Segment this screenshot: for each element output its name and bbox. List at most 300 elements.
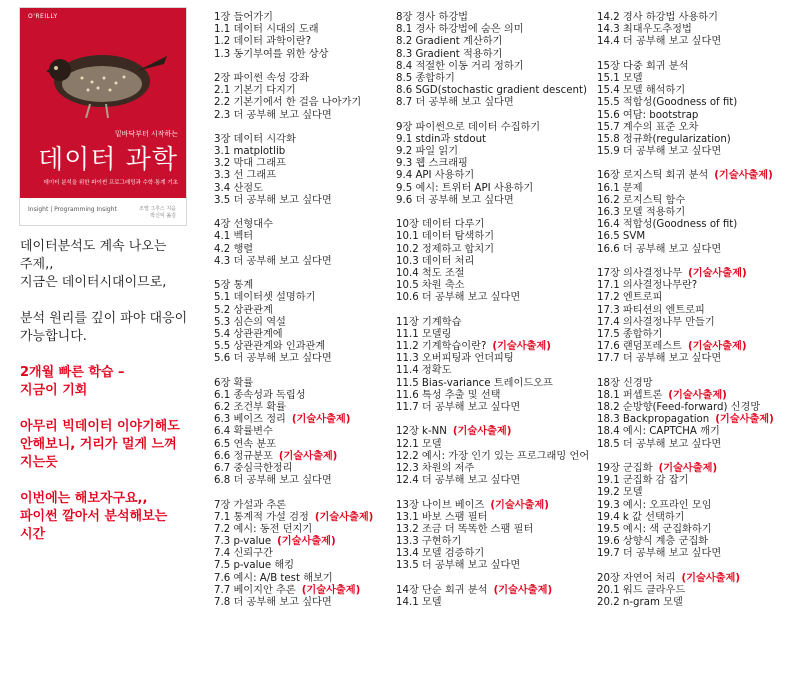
toc-entry-text: 16.4 적합성(Goodness of fit)	[597, 219, 738, 231]
promo-line: 데이터분석도 계속 나오는	[20, 239, 167, 254]
exam-tag: (기술사출제)	[291, 414, 351, 426]
toc-entry-text: 18.4 예시: CAPTCHA 깨기	[597, 426, 720, 438]
toc-column-1	[214, 12, 373, 609]
toc-entry	[214, 536, 373, 548]
toc-spacer	[214, 268, 373, 280]
toc-entry	[597, 463, 774, 475]
toc-entry-text: 2.1 기본기 다지기	[214, 85, 296, 97]
toc-entry	[597, 110, 774, 122]
toc-entry	[214, 24, 373, 36]
toc-entry	[214, 244, 373, 256]
toc-entry	[214, 305, 373, 317]
exam-tag: (기술사출제)	[687, 341, 747, 353]
cover-subtitle: 밑바닥부터 시작하는	[114, 130, 178, 138]
toc-entry-text: 17.7 더 공부해 보고 싶다면	[597, 353, 722, 365]
promo-highlight: 파이썬 깔아서 분석해보는	[20, 509, 168, 524]
toc-entry	[597, 219, 774, 231]
toc-entry	[396, 36, 589, 48]
toc-entry-text: 19.2 모델	[597, 487, 643, 499]
toc-entry-text: 19.3 예시: 오프라인 모임	[597, 499, 712, 511]
toc-entry	[597, 85, 774, 97]
exam-tag: (기술사출제)	[278, 450, 338, 462]
promo-highlight: 시간	[20, 527, 46, 542]
toc-entry	[214, 573, 373, 585]
promo-line: 가능합니다.	[20, 329, 87, 344]
toc-entry	[396, 426, 589, 438]
toc-spacer	[214, 207, 373, 219]
toc-entry-text: 14.2 경사 하강법 사용하기	[597, 12, 718, 23]
toc-entry	[597, 134, 774, 146]
promo-text	[20, 238, 206, 544]
toc-entry-text: 9.3 웹 스크래핑	[396, 158, 468, 170]
toc-entry-text: 13장 나이브 베이즈	[396, 499, 485, 511]
toc-entry-text: 10.3 데이터 처리	[396, 255, 475, 267]
toc-entry	[597, 390, 774, 402]
toc-entry	[597, 524, 774, 536]
toc-entry-text: 15.1 모델	[597, 72, 643, 84]
toc-entry	[214, 548, 373, 560]
toc-entry-text: 14.4 더 공부해 보고 싶다면	[597, 36, 722, 48]
toc-entry	[214, 426, 373, 438]
toc-entry	[396, 61, 589, 73]
toc-entry-text: 4.2 행렬	[214, 243, 254, 255]
toc-entry-text: 6.5 연속 분포	[214, 438, 277, 450]
toc-entry-text: 6.1 종속성과 독립성	[214, 389, 306, 401]
toc-spacer	[396, 487, 589, 499]
toc-entry-text: 8.1 경사 하강법에 숨은 의미	[396, 24, 524, 36]
toc-entry	[396, 353, 589, 365]
toc-entry	[597, 573, 774, 585]
toc-entry-text: 12.1 모델	[396, 438, 442, 450]
toc-entry	[597, 414, 774, 426]
toc-entry	[214, 463, 373, 475]
toc-entry-text: 14장 단순 회귀 분석	[396, 584, 488, 596]
exam-tag: (기술사출제)	[658, 462, 718, 474]
toc-entry	[214, 158, 373, 170]
toc-entry-text: 1.3 동기부여를 위한 상상	[214, 48, 329, 60]
toc-entry-text: 13.2 조금 더 똑똑한 스팸 필터	[396, 523, 534, 535]
toc-entry	[214, 110, 373, 122]
exam-tag: (기술사출제)	[492, 341, 551, 353]
toc-entry-text: 13.1 바보 스팸 필터	[396, 511, 488, 523]
promo-line: 분석 원리를 깊이 파야 대응이	[20, 311, 188, 326]
toc-entry-text: 8.7 더 공부해 보고 싶다면	[396, 97, 514, 109]
toc-entry-text: 10.2 정제하고 합치기	[396, 243, 495, 255]
toc-spacer	[214, 487, 373, 499]
toc-entry	[396, 97, 589, 109]
toc-spacer	[214, 365, 373, 377]
toc-entry-text: 13.4 모델 검증하기	[396, 548, 485, 560]
toc-entry	[214, 49, 373, 61]
toc-entry	[214, 475, 373, 487]
toc-entry-text: 6.8 더 공부해 보고 싶다면	[214, 475, 332, 487]
toc-entry-text: 11.5 Bias-variance 트레이드오프	[396, 377, 553, 389]
toc-entry-text: 3장 데이터 시각화	[214, 133, 296, 145]
toc-entry-text: 7.5 p-value 해킹	[214, 560, 295, 572]
book-cover	[20, 8, 186, 225]
exam-tag: (기술사출제)	[452, 426, 512, 438]
toc-entry-text: 16.3 모델 적용하기	[597, 207, 686, 218]
bird-illustration	[32, 26, 172, 126]
toc-entry	[214, 500, 373, 512]
toc-entry-text: 4.3 더 공부해 보고 싶다면	[214, 255, 332, 267]
toc-entry-text: 2.3 더 공부해 보고 싶다면	[214, 109, 332, 121]
toc-entry	[597, 122, 774, 134]
toc-entry-text: 15.6 여담: bootstrap	[597, 109, 699, 121]
cover-title: 데이터 과학	[38, 145, 178, 175]
toc-entry	[396, 390, 589, 402]
toc-entry-text: 10장 데이터 다루기	[396, 219, 485, 231]
toc-entry-text: 9.5 예시: 트위터 API 사용하기	[396, 182, 534, 194]
toc-entry-text: 15.4 모델 해석하기	[597, 85, 686, 97]
toc-entry-text: 19.1 군집화 감 잡기	[597, 475, 689, 487]
toc-entry	[396, 560, 589, 572]
toc-entry-text: 19.4 k 값 선택하기	[597, 511, 685, 523]
toc-entry-text: 19장 군집화	[597, 462, 653, 474]
toc-entry-text: 2.2 기본기에서 한 걸음 나아가기	[214, 97, 362, 109]
toc-entry	[597, 268, 774, 280]
toc-entry-text: 14.1 모델	[396, 597, 442, 608]
toc-entry-text: 17.1 의사결정나무란?	[597, 280, 698, 292]
toc-entry-text: 5장 통계	[214, 280, 254, 292]
toc-entry	[597, 341, 774, 353]
toc-entry	[396, 146, 589, 158]
toc-entry-text: 7.2 예시: 동전 던지기	[214, 523, 313, 535]
toc-entry-text: 14.3 최대우도추정법	[597, 24, 692, 36]
toc-entry	[396, 451, 589, 463]
toc-entry-text: 19.6 상향식 계층 군집화	[597, 536, 709, 548]
toc-entry-text: 9.2 파일 읽기	[396, 146, 459, 158]
toc-entry	[597, 317, 774, 329]
toc-entry	[396, 341, 589, 353]
toc-entry	[597, 378, 774, 390]
toc-entry-text: 7.1 통계적 가설 검정	[214, 511, 309, 523]
toc-entry-text: 16.5 SVM	[597, 231, 646, 243]
toc-entry-text: 9.1 stdin과 stdout	[396, 133, 487, 145]
toc-entry-text: 7.3 p-value	[214, 536, 272, 548]
toc-spacer	[214, 61, 373, 73]
toc-entry	[214, 183, 373, 195]
toc-entry-text: 10.5 차원 축소	[396, 280, 465, 292]
promo-line: 지금은 데이터시대이므로,	[20, 275, 167, 290]
toc-entry	[396, 536, 589, 548]
toc-entry	[214, 195, 373, 207]
toc-entry-text: 17.3 파티션의 엔트로피	[597, 304, 705, 316]
toc-entry	[396, 280, 589, 292]
toc-entry	[396, 244, 589, 256]
exam-tag: (기술사출제)	[301, 584, 361, 596]
toc-entry	[597, 97, 774, 109]
toc-entry	[396, 439, 589, 451]
toc-entry-text: 19.7 더 공부해 보고 싶다면	[597, 548, 722, 560]
toc-spacer	[396, 414, 589, 426]
toc-entry	[214, 146, 373, 158]
toc-entry	[597, 24, 774, 36]
toc-entry-text: 3.3 선 그래프	[214, 170, 277, 182]
cover-author: 조엘 그루스 지음 박신익 옮김	[139, 206, 176, 219]
toc-entry	[214, 378, 373, 390]
toc-spacer	[396, 110, 589, 122]
exam-tag: (기술사출제)	[681, 572, 741, 584]
toc-entry-text: 8.5 종합하기	[396, 72, 455, 84]
toc-entry	[214, 256, 373, 268]
toc-entry-text: 11.3 오버피팅과 언더피팅	[396, 353, 514, 365]
toc-entry	[396, 500, 589, 512]
toc-spacer	[396, 573, 589, 585]
toc-entry-text: 9.4 API 사용하기	[396, 170, 475, 182]
toc-entry-text: 5.1 데이터셋 설명하기	[214, 292, 316, 304]
toc-entry	[396, 402, 589, 414]
promo-highlight: 2개월 빠른 학습 –	[20, 365, 125, 380]
toc-entry	[396, 183, 589, 195]
toc-entry-text: 12.2 예시: 가장 인기 있는 프로그래밍 언어	[396, 450, 590, 462]
toc-spacer	[396, 305, 589, 317]
toc-entry-text: 15.7 계수의 표준 오차	[597, 121, 699, 133]
toc-entry-text: 9.6 더 공부해 보고 싶다면	[396, 194, 514, 206]
toc-entry	[597, 548, 774, 560]
toc-entry	[214, 85, 373, 97]
toc-entry-text: 17.4 의사결정나무 만들기	[597, 316, 715, 328]
toc-column-2	[396, 12, 589, 609]
toc-entry	[396, 219, 589, 231]
toc-entry-text: 13.3 구현하기	[396, 536, 462, 548]
cover-tagline: 데이터 분석을 위한 파이썬 프로그래밍과 수학·통계 기초	[43, 180, 178, 186]
toc-entry-text: 6.2 조건부 확률	[214, 402, 286, 413]
toc-spacer	[597, 560, 774, 572]
toc-entry	[597, 280, 774, 292]
toc-entry-text: 5.5 상관관계와 인과관계	[214, 341, 326, 353]
toc-entry	[396, 195, 589, 207]
toc-entry-text: 1.1 데이터 시대의 도래	[214, 24, 319, 36]
cover-publisher: O'REILLY	[28, 13, 58, 20]
toc-entry-text: 15.9 더 공부해 보고 싶다면	[597, 146, 722, 158]
toc-spacer	[597, 451, 774, 463]
toc-entry	[214, 36, 373, 48]
toc-entry-text: 3.2 막대 그래프	[214, 158, 286, 170]
toc-entry-text: 11장 기계학습	[396, 316, 462, 328]
toc-entry	[597, 439, 774, 451]
toc-entry	[396, 365, 589, 377]
toc-entry	[597, 402, 774, 414]
toc-entry-text: 6.3 베이즈 정리	[214, 414, 286, 426]
toc-entry	[597, 231, 774, 243]
toc-entry	[597, 207, 774, 219]
toc-entry-text: 18.2 순방향(Feed-forward) 신경망	[597, 402, 761, 413]
toc-entry-text: 10.6 더 공부해 보고 싶다면	[396, 292, 521, 304]
toc-entry	[597, 475, 774, 487]
toc-entry	[396, 597, 589, 609]
toc-entry	[214, 560, 373, 572]
toc-entry	[214, 402, 373, 414]
toc-entry-text: 5.6 더 공부해 보고 싶다면	[214, 353, 332, 365]
toc-entry	[214, 280, 373, 292]
toc-entry-text: 8.4 적절한 이동 거리 정하기	[396, 60, 524, 72]
toc-entry-text: 12장 k-NN	[396, 426, 447, 438]
toc-entry	[597, 146, 774, 158]
toc-entry-text: 7.4 신뢰구간	[214, 548, 273, 560]
toc-entry	[597, 195, 774, 207]
toc-entry	[396, 268, 589, 280]
toc-entry-text: 17.6 랜덤포레스트	[597, 341, 682, 353]
toc-entry-text: 7.6 예시: A/B test 해보기	[214, 572, 333, 584]
toc-entry-text: 7장 가설과 추론	[214, 499, 287, 511]
toc-entry-text: 3.5 더 공부해 보고 싶다면	[214, 194, 332, 206]
toc-entry-text: 17.2 엔트로피	[597, 292, 663, 304]
cover-publisher-logos: Insight | Programming Insight	[28, 206, 117, 213]
toc-spacer	[597, 256, 774, 268]
exam-tag: (기술사출제)	[314, 511, 374, 523]
toc-entry	[597, 61, 774, 73]
toc-entry	[214, 512, 373, 524]
toc-entry	[396, 256, 589, 268]
toc-entry-text: 20장 자연어 처리	[597, 572, 676, 584]
toc-entry	[396, 122, 589, 134]
toc-entry	[396, 170, 589, 182]
toc-entry	[396, 231, 589, 243]
toc-entry-text: 6.7 중심극한정리	[214, 462, 293, 474]
toc-entry-text: 15.8 정규화(regularization)	[597, 133, 731, 145]
promo-highlight: 안해보니, 거리가 멀게 느껴	[20, 437, 177, 452]
toc-entry-text: 6.4 확률변수	[214, 426, 273, 438]
toc-entry-text: 9장 파이썬으로 데이터 수집하기	[396, 121, 541, 133]
toc-entry-text: 8장 경사 하강법	[396, 12, 469, 23]
toc-entry	[597, 353, 774, 365]
toc-entry	[396, 585, 589, 597]
toc-entry	[396, 49, 589, 61]
toc-entry	[597, 244, 774, 256]
toc-entry	[597, 305, 774, 317]
toc-entry	[597, 500, 774, 512]
toc-entry	[396, 85, 589, 97]
toc-entry-text: 5.2 상관관계	[214, 304, 273, 316]
exam-tag: (기술사출제)	[277, 536, 336, 548]
toc-entry	[214, 12, 373, 24]
toc-entry	[214, 451, 373, 463]
toc-entry-text: 20.1 워드 클라우드	[597, 584, 686, 596]
toc-entry	[214, 292, 373, 304]
toc-entry-text: 11.7 더 공부해 보고 싶다면	[396, 402, 521, 413]
promo-highlight: 지는듯	[20, 455, 58, 470]
toc-entry-text: 8.6 SGD(stochastic gradient descent)	[396, 85, 587, 97]
toc-entry-text: 1.2 데이터 과학이란?	[214, 36, 311, 48]
toc-entry	[214, 414, 373, 426]
toc-entry-text: 7.7 베이지안 추론	[214, 584, 296, 596]
toc-entry	[214, 597, 373, 609]
toc-entry	[214, 353, 373, 365]
exam-tag: (기술사출제)	[715, 414, 774, 426]
promo-highlight: 아무리 빅데이터 이야기해도	[20, 419, 180, 434]
toc-entry-text: 5.3 심슨의 역설	[214, 316, 286, 328]
toc-entry	[597, 329, 774, 341]
toc-entry-text: 16.6 더 공부해 보고 싶다면	[597, 243, 722, 255]
toc-entry	[214, 134, 373, 146]
toc-entry-text: 11.2 기계학습이란?	[396, 341, 487, 353]
toc-entry-text: 8.2 Gradient 계산하기	[396, 36, 503, 48]
toc-entry	[597, 487, 774, 499]
toc-entry-text: 16.1 문제	[597, 182, 643, 194]
toc-entry-text: 1장 들어가기	[214, 12, 273, 23]
toc-entry-text: 4장 선형대수	[214, 219, 273, 231]
toc-entry	[214, 317, 373, 329]
toc-entry-text: 16.2 로지스틱 함수	[597, 194, 686, 206]
toc-entry	[396, 12, 589, 24]
toc-entry	[597, 36, 774, 48]
toc-entry-text: 18.3 Backpropagation	[597, 414, 710, 426]
toc-entry	[214, 524, 373, 536]
toc-entry	[214, 341, 373, 353]
toc-entry-text: 6.6 정규분포	[214, 450, 273, 462]
toc-entry	[396, 475, 589, 487]
toc-entry-text: 11.6 특성 추출 및 선택	[396, 389, 501, 401]
toc-entry	[597, 12, 774, 24]
toc-entry	[396, 329, 589, 341]
toc-spacer	[597, 49, 774, 61]
toc-entry-text: 12.3 차원의 저주	[396, 462, 475, 474]
toc-entry	[597, 597, 774, 609]
toc-entry	[597, 292, 774, 304]
exam-tag: (기술사출제)	[714, 170, 773, 182]
toc-entry	[214, 231, 373, 243]
toc-entry	[396, 524, 589, 536]
toc-entry-text: 4.1 벡터	[214, 231, 254, 243]
toc-entry	[396, 73, 589, 85]
toc-column-3	[597, 12, 774, 609]
toc-entry	[597, 426, 774, 438]
toc-spacer	[597, 158, 774, 170]
toc-entry-text: 18장 신경망	[597, 377, 653, 389]
toc-entry-text: 6장 확률	[214, 377, 254, 389]
toc-entry-text: 16장 로지스틱 회귀 분석	[597, 170, 709, 182]
toc-spacer	[214, 122, 373, 134]
toc-entry	[214, 390, 373, 402]
exam-tag: (기술사출제)	[688, 267, 747, 279]
toc-entry-text: 11.1 모델링	[396, 328, 452, 340]
toc-entry	[214, 219, 373, 231]
toc-entry-text: 17.5 종합하기	[597, 328, 663, 340]
toc-entry-text: 2장 파이썬 속성 강좌	[214, 72, 309, 84]
exam-tag: (기술사출제)	[668, 389, 727, 401]
toc-entry-text: 20.2 n-gram 모델	[597, 597, 683, 608]
toc-entry-text: 15장 다중 회귀 분석	[597, 60, 689, 72]
toc-entry	[396, 512, 589, 524]
toc-entry	[597, 512, 774, 524]
toc-entry-text: 19.5 예시: 색 군집화하기	[597, 523, 712, 535]
toc-entry	[396, 292, 589, 304]
toc-entry-text: 13.5 더 공부해 보고 싶다면	[396, 560, 521, 572]
toc-entry	[214, 97, 373, 109]
toc-entry	[396, 158, 589, 170]
toc-entry-text: 11.4 정확도	[396, 365, 452, 377]
exam-tag: (기술사출제)	[490, 499, 549, 511]
toc-entry	[597, 73, 774, 85]
toc-spacer	[597, 365, 774, 377]
toc-entry-text: 18.5 더 공부해 보고 싶다면	[597, 438, 722, 450]
promo-line: 주제,,	[20, 257, 54, 272]
promo-highlight: 이번에는 해보자구요,,	[20, 491, 148, 506]
toc-entry-text: 18.1 퍼셉트론	[597, 389, 663, 401]
toc-entry	[214, 439, 373, 451]
toc-entry-text: 17장 의사결정나무	[597, 267, 683, 279]
toc-entry-text: 8.3 Gradient 적용하기	[396, 48, 503, 60]
toc-entry	[597, 170, 774, 182]
toc-entry	[396, 463, 589, 475]
toc-entry	[396, 317, 589, 329]
toc-entry-text: 7.8 더 공부해 보고 싶다면	[214, 597, 332, 608]
toc-entry	[597, 585, 774, 597]
toc-entry	[396, 134, 589, 146]
toc-entry	[597, 536, 774, 548]
toc-entry	[396, 548, 589, 560]
